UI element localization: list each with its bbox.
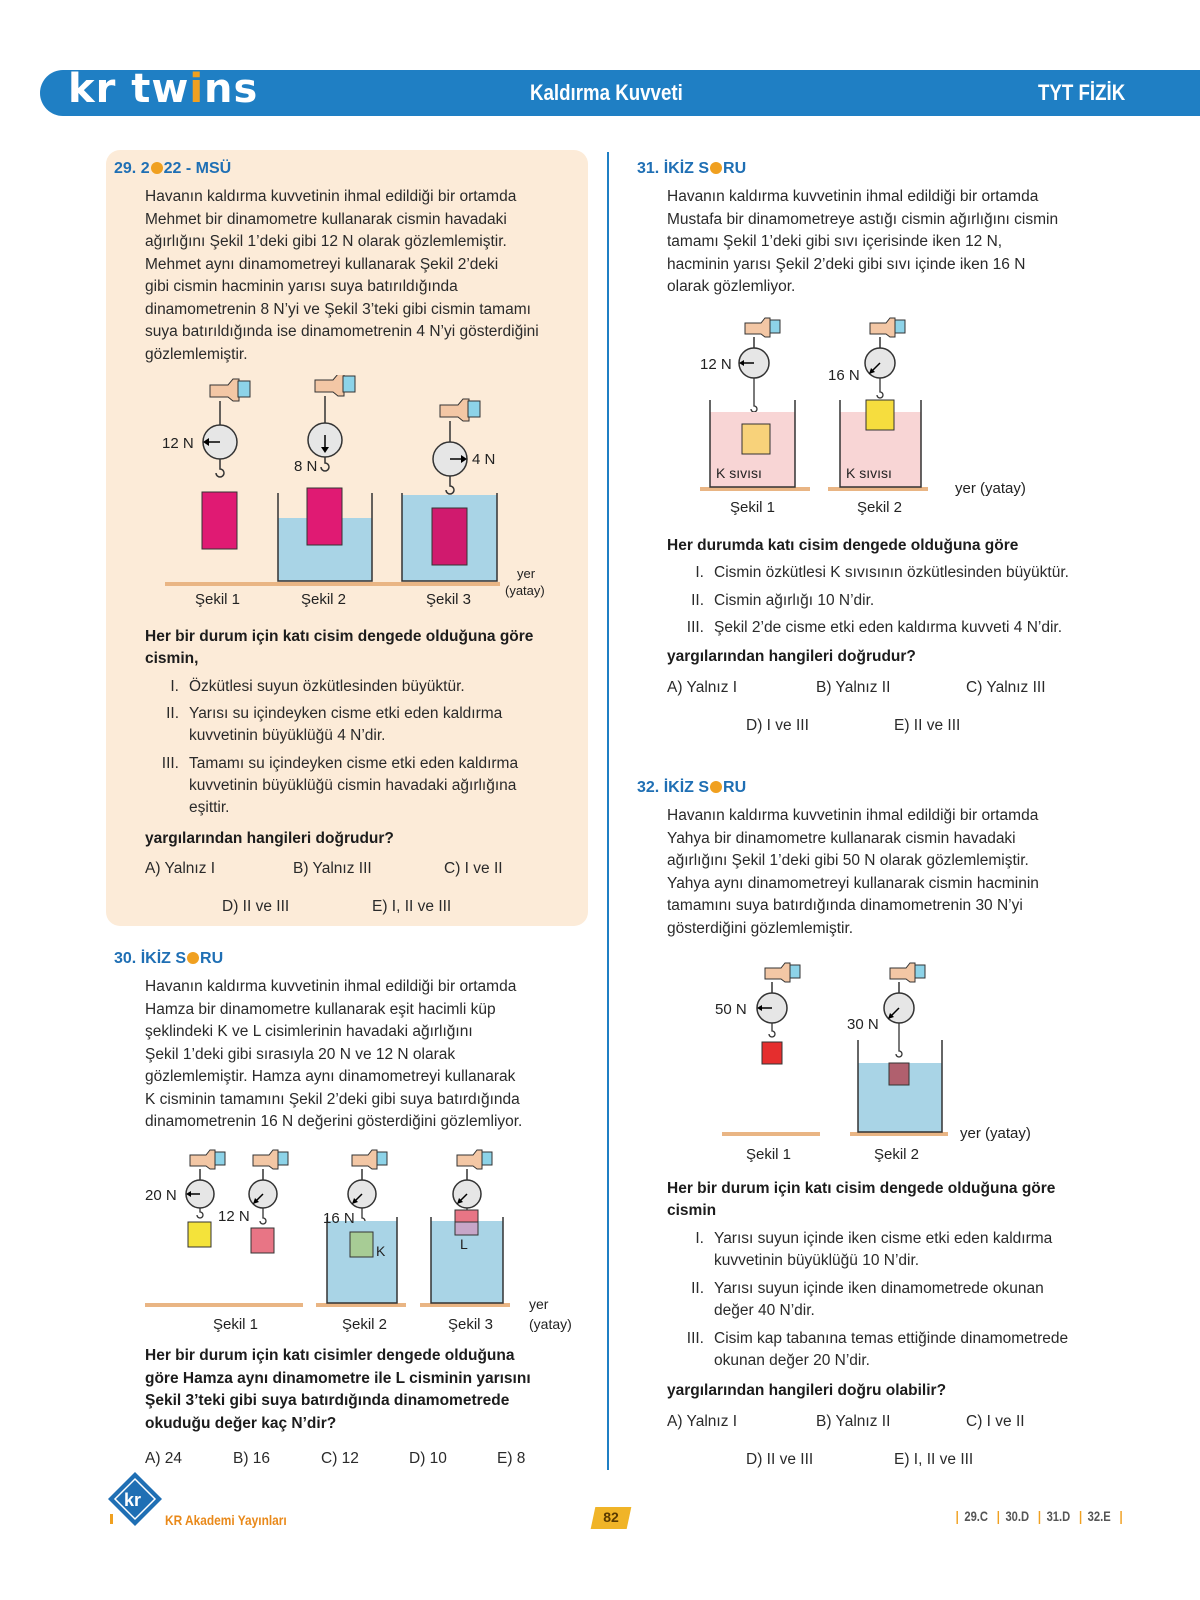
q29-stem-1: Her bir durum için katı cisim dengede olduğuna göre [145,628,534,645]
q32-sekil-1-label: Şekil 1 [746,1146,792,1163]
svg-text:kr: kr [124,1490,142,1510]
q29-header: 29. 2 22 - MSÜ [114,160,232,177]
q31-option-e[interactable]: E) II ve III [894,717,961,734]
answer-30: 30.D [1005,1508,1030,1524]
q31-option-b[interactable]: B) Yalnız II [816,679,891,696]
q32-option-e[interactable]: E) I, II ve III [894,1451,974,1468]
q30-reading-l: 12 N [218,1208,250,1225]
q32-statement-2: II. Yarısı suyun içinde iken dinamometrede okunan [691,1280,1044,1297]
q30-reading-k: 20 N [145,1187,177,1204]
q31-figure [690,315,1050,525]
q30-stem-line: Şekil 3’teki gibi suya batırdığında dinamometrede [145,1392,510,1409]
q32-lines-line: Yahya bir dinamometre kullanarak cismin havadaki [667,829,1016,847]
q32-hands [765,963,925,982]
q30-ground-label: yer [529,1296,549,1312]
q29-hand-3 [440,399,480,421]
q32-option-d[interactable]: D) II ve III [746,1451,814,1468]
q29-lines-line: gibi cismin hacminin yarısı suya batırıldığında [145,278,458,295]
q31-option-d[interactable]: D) I ve III [746,717,809,734]
q32-figure [710,960,1050,1170]
q30-hands [190,1150,492,1169]
q29-sekil-3-label: Şekil 3 [426,591,472,608]
q31-sekil-2-label: Şekil 2 [857,499,903,516]
q31-liquid-label-1: K sıvısı [716,465,762,481]
q30-lines-line: gözlemlemiştir. Hamza aynı dinamometreyi kullanarak [145,1068,516,1085]
q29-statement-3-cont2: eşittir. [189,799,230,816]
q31-hands [745,318,905,337]
q29-option-d[interactable]: D) II ve III [222,898,290,915]
publisher-logo-icon [106,1470,164,1528]
q30-lines-line: Şekil 1’deki gibi sırasıyla 20 N ve 12 N olarak [145,1045,456,1063]
q30-option-e[interactable]: E) 8 [497,1450,526,1467]
q32-statement-3-cont: okunan değer 20 N’dir. [714,1352,870,1369]
q29-lines-line: gözlemlemiştir. [145,345,248,363]
q31-reading-1: 12 N [700,356,732,373]
q32-option-c[interactable]: C) I ve II [966,1413,1025,1430]
publisher-name: KR Akademi Yayınları [165,1512,287,1528]
q32-option-b[interactable]: B) Yalnız II [816,1413,891,1430]
q31-statement-1: I. Cismin özkütlesi K sıvısının özkütlesinden büyüktür. [695,564,1069,581]
q30-figure [140,1145,590,1335]
q29-reading-1: 12 N [162,435,194,452]
answer-32: 32.E [1087,1508,1111,1524]
q29-lines-line: Mehmet aynı dinamometreyi kullanarak Şekil 2’deki [145,255,499,273]
q31-lines-line: Havanın kaldırma kuvvetinin ihmal edildiği bir ortamda [667,188,1039,205]
q32-statement-3: III. Cisim kap tabanına temas ettiğinde dinamometrede [686,1330,1069,1347]
q31-liquid-label-2: K sıvısı [846,465,892,481]
q32-statement-2-cont: değer 40 N’dir. [714,1302,815,1319]
q29-object-1 [202,492,237,549]
q29-lines-line: dinamometrenin 8 N’yi ve Şekil 3’teki gibi cismin tamamı [145,300,531,318]
q30-label-k: K [376,1243,386,1259]
q30-label-l: L [460,1236,468,1252]
page-title: Kaldırma Kuvveti [530,80,683,105]
q29-lines-line: ağırlığını Şekil 1’deki gibi 12 N olarak gözlemlemiştir. [145,233,507,250]
q29-option-a[interactable]: A) Yalnız I [145,860,216,877]
subject-label: TYT FİZİK [1038,80,1126,105]
q32-option-a[interactable]: A) Yalnız I [667,1413,738,1430]
orange-dot-icon [710,781,722,793]
q32-header: 32. İKİZ S RU [637,779,747,796]
q31-stem: Her durumda katı cisim dengede olduğuna göre [667,537,1019,554]
q30-lines-line: Hamza bir dinamometre kullanarak eşit hacimli küp [145,1000,496,1018]
q30-lines-line: Havanın kaldırma kuvvetinin ihmal edildiği bir ortamda [145,978,517,995]
q32-lines-line: Yahya aynı dinamometreyi kullanarak cismin hacminin [667,874,1039,892]
q29-object-2 [307,488,342,545]
q32-question: yargılarından hangileri doğru olabilir? [667,1382,947,1399]
q29-lines-line: suya batırıldığında ise dinamometrenin 4 N’yi gösterdiğini [145,323,539,340]
q31-lines-line: Mustafa bir dinamometreye astığı cismin ağırlığını cismin [667,210,1059,228]
q30-sekil-2-label: Şekil 2 [342,1316,388,1333]
answer-29: 29.C [964,1508,988,1524]
q30-sekil-1-label: Şekil 1 [213,1316,259,1333]
q30-lines-line: K cisminin tamamını Şekil 2’deki gibi suya batırdığında [145,1090,520,1108]
q29-statement-2: II. Yarısı su içindeyken cisme etki eden kaldırma [166,705,503,722]
q29-statement-1: I. Özkütlesi suyun özkütlesinden büyüktür. [170,678,465,695]
q31-ground-label: yer (yatay) [955,480,1026,497]
q31-lines-line: tamamı Şekil 1’deki gibi sıvı içerisinde iken 12 N, [667,233,1003,250]
q31-reading-2: 16 N [828,367,860,384]
q29-statement-3-cont: kuvvetinin büyüklüğü cismin havadaki ağırlığına [189,777,517,794]
q32-statement-1-cont: kuvvetinin büyüklüğü 10 N’dir. [714,1252,920,1269]
orange-dot-icon [710,162,722,174]
q29-reading-3: 4 N [472,451,496,468]
q29-figure [150,375,570,625]
orange-dot-icon [187,952,199,964]
q32-lines-line: ağırlığını Şekil 1’deki gibi 50 N olarak gözlemlemiştir. [667,852,1029,869]
q29-lines-line: Havanın kaldırma kuvvetinin ihmal edildiği bir ortamda [145,188,517,205]
q32-lines-line: Havanın kaldırma kuvvetinin ihmal edildiği bir ortamda [667,807,1039,824]
q30-header: 30. İKİZ S RU [114,950,224,967]
q30-lines-line: şeklindeki K ve L cisimlerinin havadaki ağırlığını [145,1023,473,1040]
q29-question: yargılarından hangileri doğrudur? [145,830,394,847]
q29-hand-2 [315,375,355,396]
q30-lines-line: dinamometrenin 16 N değerini gösterdiğini gözlemliyor. [145,1113,523,1130]
q32-statement-1: I. Yarısı suyun içinde iken cisme etki eden kaldırma [695,1230,1053,1247]
q30-sekil-3-label: Şekil 3 [448,1316,494,1333]
q30-ground-sublabel: (yatay) [529,1316,572,1332]
column-divider [607,152,609,1470]
answer-key: | 29.C | 30.D | 31.D | 32.E | [955,1508,1123,1524]
q29-object-3 [432,508,467,565]
brand-logo: kr twins [68,66,259,112]
q29-sekil-2-label: Şekil 2 [301,591,347,608]
q30-option-c[interactable]: C) 12 [321,1450,359,1467]
q29-hand-1 [210,379,250,401]
q29-stem-2: cismin, [145,650,199,667]
q29-ground-sublabel: (yatay) [505,583,545,598]
q32-stem-2: cismin [667,1202,717,1219]
q30-stem-line: Her bir durum için katı cisimler dengede olduğuna [145,1347,515,1364]
q29-reading-2: 8 N [294,458,318,475]
q31-statement-3: III. Şekil 2’de cisme etki eden kaldırma kuvveti 4 N’dir. [686,619,1063,636]
q30-option-b[interactable]: B) 16 [233,1450,271,1467]
q32-stem-1: Her bir durum için katı cisim dengede olduğuna göre [667,1180,1056,1197]
q32-sekil-2-label: Şekil 2 [874,1146,920,1163]
q30-reading-submerged: 16 N [323,1210,355,1227]
q31-statement-2: II. Cismin ağırlığı 10 N’dir. [691,592,875,609]
q29-sekil-1-label: Şekil 1 [195,591,241,608]
q30-stem-line: göre Hamza aynı dinamometre ile L cisminin yarısını [145,1369,531,1387]
orange-dot-icon [151,162,163,174]
q31-option-c[interactable]: C) Yalnız III [966,679,1046,696]
q32-reading-2: 30 N [847,1016,879,1033]
q29-ground-label: yer [517,566,536,581]
q30-option-d[interactable]: D) 10 [409,1450,447,1467]
q29-option-c[interactable]: C) I ve II [444,860,503,877]
q29-lines-line: Mehmet bir dinamometre kullanarak cismin havadaki [145,210,507,228]
q31-question: yargılarından hangileri doğrudur? [667,648,916,665]
q31-lines-line: hacminin yarısı Şekil 2’deki gibi sıvı içinde iken 16 N [667,255,1026,273]
page-number: 82 [603,1509,619,1525]
q29-option-b[interactable]: B) Yalnız III [293,860,372,877]
q32-reading-1: 50 N [715,1001,747,1018]
q31-option-a[interactable]: A) Yalnız I [667,679,738,696]
answer-31: 31.D [1046,1508,1071,1524]
q30-stem-line: okuduğu değer kaç N’dir? [145,1414,337,1432]
q29-statement-3: III. Tamamı su içindeyken cisme etki eden kaldırma [161,755,519,772]
q32-ground-label: yer (yatay) [960,1125,1031,1142]
q31-lines-line: olarak gözlemliyor. [667,278,796,295]
q31-sekil-1-label: Şekil 1 [730,499,776,516]
q29-statement-2-cont: kuvvetinin büyüklüğü 4 N’dir. [189,727,386,744]
q32-lines-line: tamamını suya batırdığında dinamometrenin 30 N’yi [667,897,1023,914]
q32-lines-line: gösterdiğini gözlemlemiştir. [667,919,854,937]
q30-option-a[interactable]: A) 24 [145,1450,183,1467]
q29-option-e[interactable]: E) I, II ve III [372,898,452,915]
q31-header: 31. İKİZ S RU [637,160,747,177]
